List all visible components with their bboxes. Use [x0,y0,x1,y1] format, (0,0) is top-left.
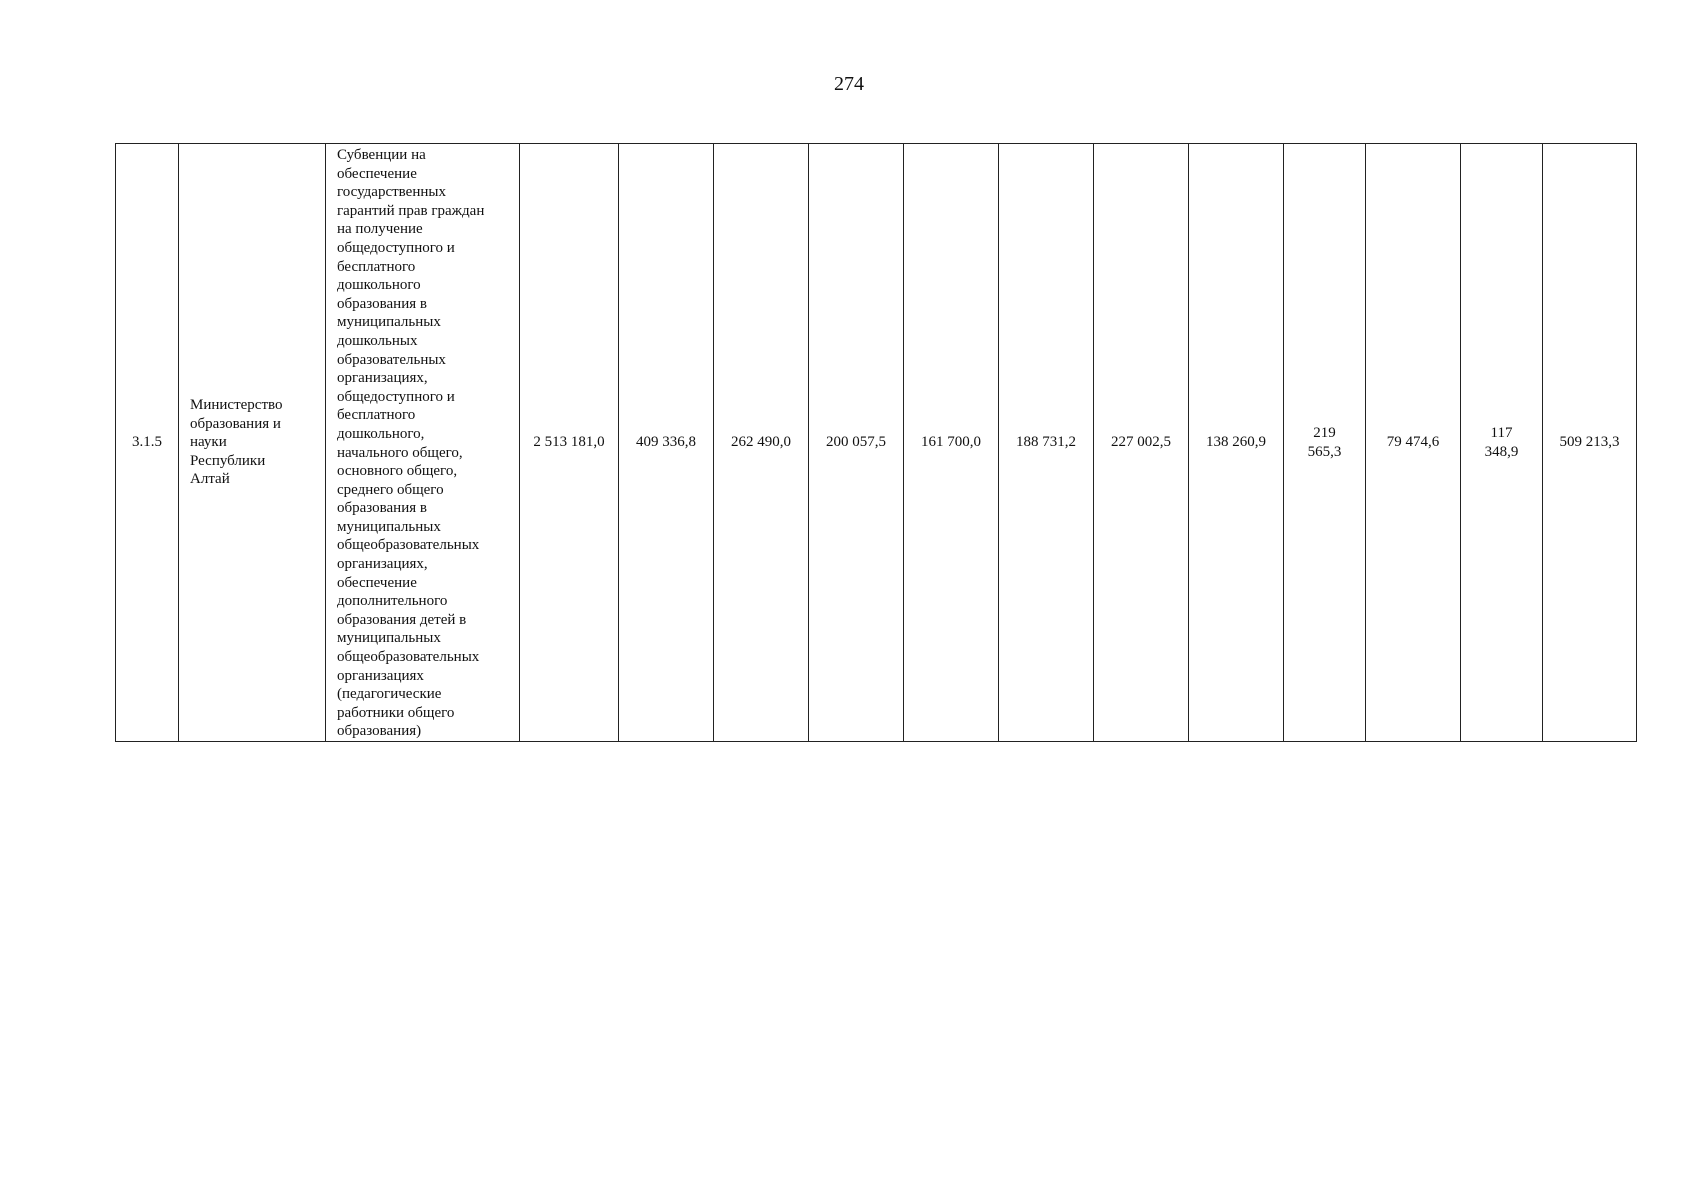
table-row [116,144,1637,742]
description-line: общеобразовательных [337,649,480,666]
description-line: организациях, [337,556,428,573]
organization-line: Алтай [190,471,230,488]
cell-description [326,144,520,742]
description-line: государственных [337,184,446,201]
description-line: образования в [337,500,427,517]
cell-value [619,144,714,742]
description-line: (педагогические [337,686,442,703]
description-line: работники общего [337,704,455,721]
description-line: дошкольного, [337,425,425,442]
cell-value [714,144,809,742]
description-line: общедоступного и [337,239,455,256]
cell-value [999,144,1094,742]
description-line: организациях, [337,370,428,387]
cell-value [1094,144,1189,742]
description-line: общедоступного и [337,388,455,405]
description-line: Субвенции на [337,147,426,163]
description-line: муниципальных [337,630,441,647]
description-line: на получение [337,221,423,238]
description-line: гарантий прав граждан [337,202,485,219]
value-line: 509 213,3 [1559,434,1620,451]
description-line: начального общего, [337,444,463,461]
cell-value [1461,144,1543,742]
cell-value [1189,144,1284,742]
cell-code: 3.1.5 [116,144,179,742]
description-line: среднего общего [337,481,444,498]
description-line: дополнительного [337,593,448,610]
cell-value [904,144,999,742]
description-line: дошкольного [337,277,421,294]
cell-value [1366,144,1461,742]
value-line: 348,9 [1484,443,1519,460]
value-line: 117 [1490,424,1513,441]
description-line: общеобразовательных [337,537,480,554]
value-line: 409 336,8 [636,434,696,451]
value-line: 138 260,9 [1206,434,1266,451]
description-line: образования в [337,295,427,312]
value-line: 262 490,0 [731,434,791,451]
description-line: образовательных [337,351,446,368]
organization-line: Министерство [190,397,283,414]
value-line: 200 057,5 [826,434,886,451]
cell-value [1543,144,1637,742]
value-line: 565,3 [1307,443,1342,460]
description-line: бесплатного [337,258,416,275]
description-line: организациях [337,667,424,684]
description-line: обеспечение [337,165,417,182]
value-line: 161 700,0 [921,434,981,451]
description-line: основного общего, [337,463,458,480]
organization-line: науки [190,434,227,451]
cell-value [520,144,619,742]
organization-line: образования и [190,415,281,432]
value-line: 188 731,2 [1016,434,1076,451]
description-line: образования) [337,723,422,740]
description-line: дошкольных [337,332,418,349]
description-line: образования детей в [337,611,467,628]
cell-value [1284,144,1366,742]
cell-value [809,144,904,742]
description-line: обеспечение [337,574,417,591]
description-line: бесплатного [337,407,416,424]
description-line: муниципальных [337,314,441,331]
value-line: 79 474,6 [1386,434,1440,451]
budget-table [115,143,1637,742]
value-line: 219 [1313,424,1336,441]
value-line: 227 002,5 [1111,434,1171,451]
page-number: 274 [834,73,864,95]
cell-organization [179,144,326,742]
organization-line: Республики [190,452,266,469]
description-line: муниципальных [337,518,441,535]
value-line: 2 513 181,0 [533,434,605,451]
